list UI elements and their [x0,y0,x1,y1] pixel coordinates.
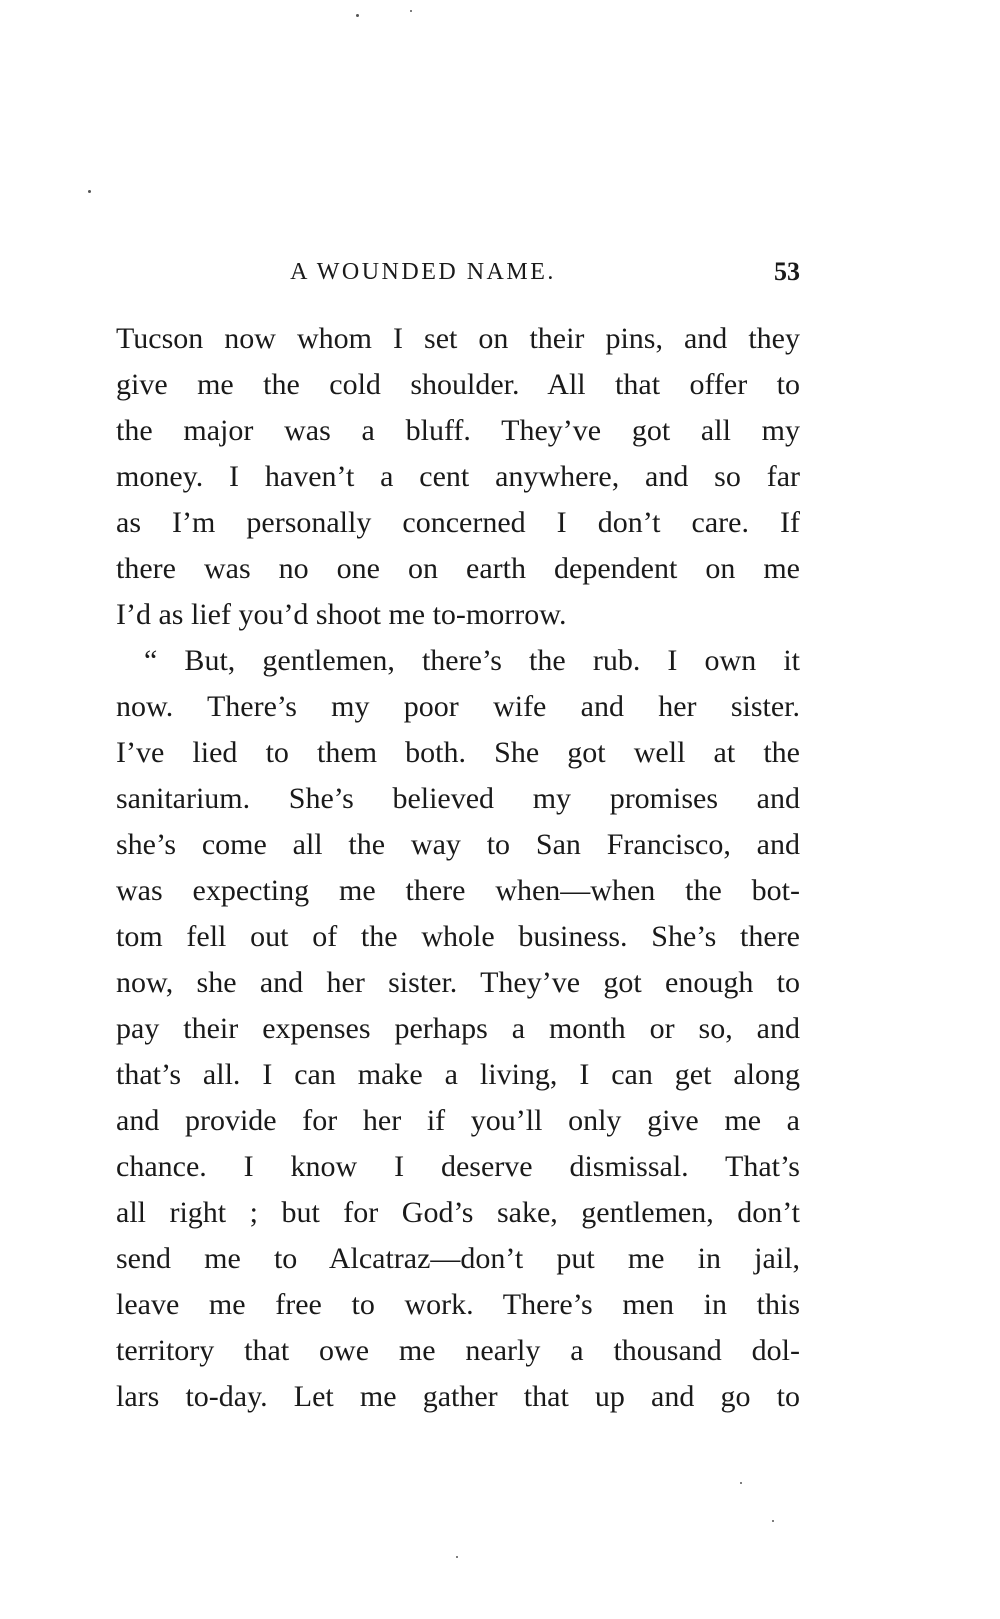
print-speck [772,1520,774,1522]
text-line: pay their expenses perhaps a month or so, and [116,1012,800,1045]
print-speck [410,10,412,12]
text-line: as I’m personally concerned I don’t care. If [116,506,800,539]
text-line: tom fell out of the whole business. She’s there [116,920,800,953]
text-line: money. I haven’t a cent anywhere, and so far [116,460,800,493]
text-line: give me the cold shoulder. All that offer to [116,368,800,401]
text-line: now. There’s my poor wife and her sister. [116,690,800,723]
text-line: I’d as lief you’d shoot me to-morrow. [116,598,567,631]
print-speck [356,14,359,17]
text-line: that’s all. I can make a living, I can get along [116,1058,800,1091]
text-line: was expecting me there when—when the bot- [116,874,800,907]
text-line: sanitarium. She’s believed my promises and [116,782,800,815]
text-line: chance. I know I deserve dismissal. That’s [116,1150,800,1183]
text-line: I’ve lied to them both. She got well at the [116,736,800,769]
text-line: territory that owe me nearly a thousand dol- [116,1334,800,1367]
print-speck [88,190,91,193]
text-line: Tucson now whom I set on their pins, and they [116,322,800,355]
text-line: there was no one on earth dependent on me [116,552,800,585]
text-line: send me to Alcatraz—don’t put me in jail, [116,1242,800,1275]
print-speck [740,1482,742,1484]
text-line: she’s come all the way to San Francisco, and [116,828,800,861]
running-title: A WOUNDED NAME. [290,259,556,285]
body-text [116,316,800,1420]
running-head [116,252,800,292]
text-line: all right ; but for God’s sake, gentlemen, don’t [116,1196,800,1229]
print-speck [456,1556,458,1558]
text-line: “ But, gentlemen, there’s the rub. I own it [144,644,800,677]
text-line: now, she and her sister. They’ve got enough to [116,966,800,999]
text-line: leave me free to work. There’s men in this [116,1288,800,1321]
text-line: and provide for her if you’ll only give me a [116,1104,800,1137]
page-number: 53 [774,257,800,286]
text-line: lars to-day. Let me gather that up and go to [116,1380,800,1413]
paragraph [116,316,800,638]
text-line: the major was a bluff. They’ve got all my [116,414,800,447]
paragraph [116,638,800,1420]
